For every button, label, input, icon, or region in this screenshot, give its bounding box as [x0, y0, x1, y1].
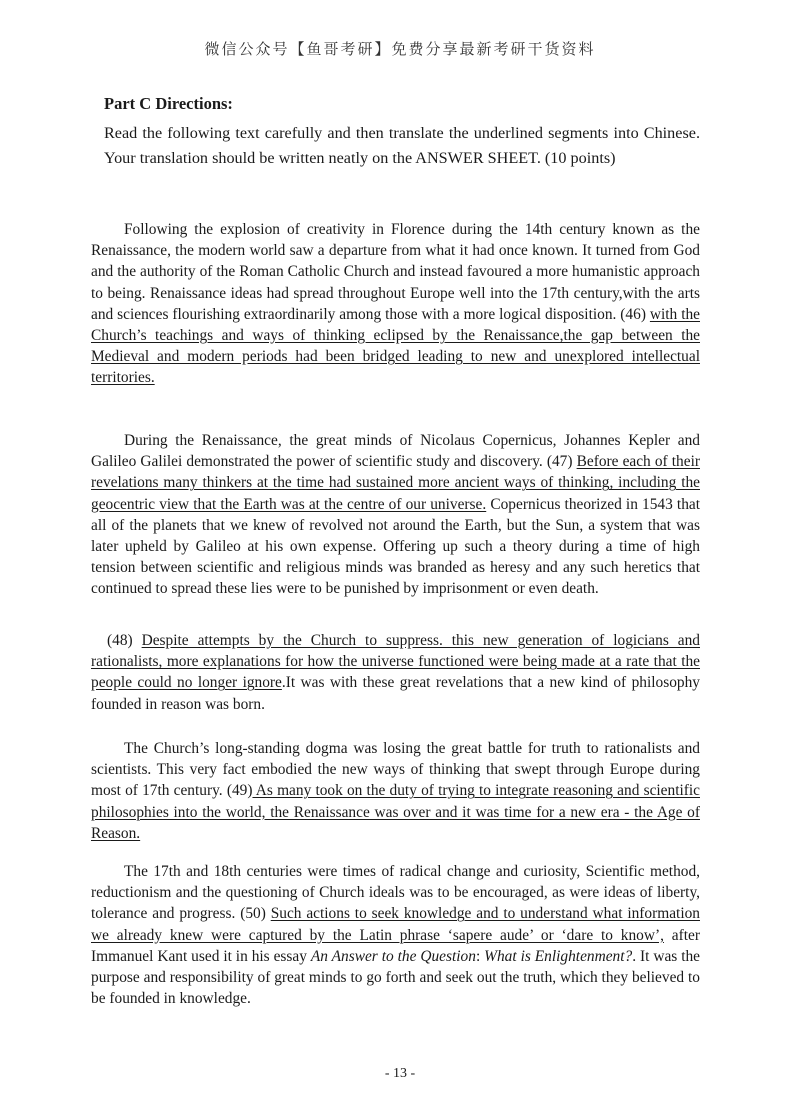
paragraph-1 [91, 219, 700, 389]
p2-text-a: During the Renaissance, the great minds of Nicolaus Copernicus, Johannes Kepler and Galileo Galilei demonstrated the power of scientific study and discovery. (47) [91, 432, 700, 471]
p4-text: The Church’s long-standing dogma was losing the great battle for truth to rationalists and scientists. This very fact embodied the new ways of thinking that swept through Europe during most of 17th century. (49) [91, 740, 700, 800]
p5-text-b: after Immanuel Kant used it in his essay [91, 926, 700, 965]
segment-49: As many took on the duty of trying to integrate reasoning and scientific philosophies into the world, the Renaissance was over and it was time for a new era - the Age of Reason. [91, 782, 700, 842]
segment-47: Before each of their revelations many thinkers at the time had sustained more ancient ways of thinking, including the geocentric view that the Earth was at the centre of our universe. [91, 453, 700, 513]
directions-text: Read the following text carefully and then translate the underlined segments into Chinese. Your translation should be written neatly on the ANSWER SHEET. (10 points) [104, 124, 700, 167]
page-number: - 13 - [384, 1066, 416, 1081]
segment-48: Despite attempts by the Church to suppress. this new generation of logicians and rationalists, more explanations for how the universe functioned were being made at a rate that the people could no longer ignore [91, 632, 700, 692]
paragraph-3 [91, 630, 700, 715]
p3-text-a: (48) [107, 632, 142, 649]
p3-text-b: .It was with these great revelations that a new kind of philosophy founded in reason was born. [91, 674, 700, 713]
page-header: 微信公众号【鱼哥考研】免费分享最新考研干货资料 [204, 40, 596, 58]
p2-text-b: Copernicus theorized in 1543 that all of the planets that we knew of revolved not around the Earth, but the Sun, a system that was later upheld by Galileo at his own expense. Offering up such a theory during a time of high tension between scientific and religious minds was branded as heresy and any such heretics that continued to spread these lies were to be punished by imprisonment or even death. [91, 495, 700, 598]
p1-text: Following the explosion of creativity in Florence during the 14th century known as the Renaissance, the modern world saw a departure from what it had once known. It turned from God and the authority of the Roman Catholic Church and instead favoured a more humanistic approach to being. Renaissance ideas had spread throughout Europe well into the 17th century,with the arts and sciences flourishing extraordinarily among those with a more logical disposition. (46) [91, 221, 700, 323]
paragraph-5 [91, 861, 700, 1009]
p5-text-d: . It was the purpose and responsibility of great minds to go forth and seek out the truth, which they believed to be founded in knowledge. [91, 947, 701, 1008]
segment-50: Such actions to seek knowledge and to understand what information we already knew were captured by the Latin phrase ‘sapere aude’ or ‘dare to know’, [91, 905, 700, 944]
p5-text-a: The 17th and 18th centuries were times of radical change and curiosity, Scientific method, reductionism and the questioning of Church ideals was to be encouraged, as were ideas of liberty, tolerance and progress. (50) [91, 863, 700, 923]
essay-subtitle: What is Enlightenment? [484, 947, 633, 965]
part-heading: Part C Directions: [104, 94, 233, 113]
essay-title: An Answer to the Question [310, 947, 476, 965]
p5-text-c: : [475, 947, 485, 965]
paragraph-4 [91, 738, 700, 844]
paragraph-2 [91, 430, 700, 600]
segment-46: with the Church’s teachings and ways of thinking eclipsed by the Renaissance,the gap between the Medieval and modern periods had been bridged leading to new and unexplored intellectual territories. [91, 305, 700, 387]
